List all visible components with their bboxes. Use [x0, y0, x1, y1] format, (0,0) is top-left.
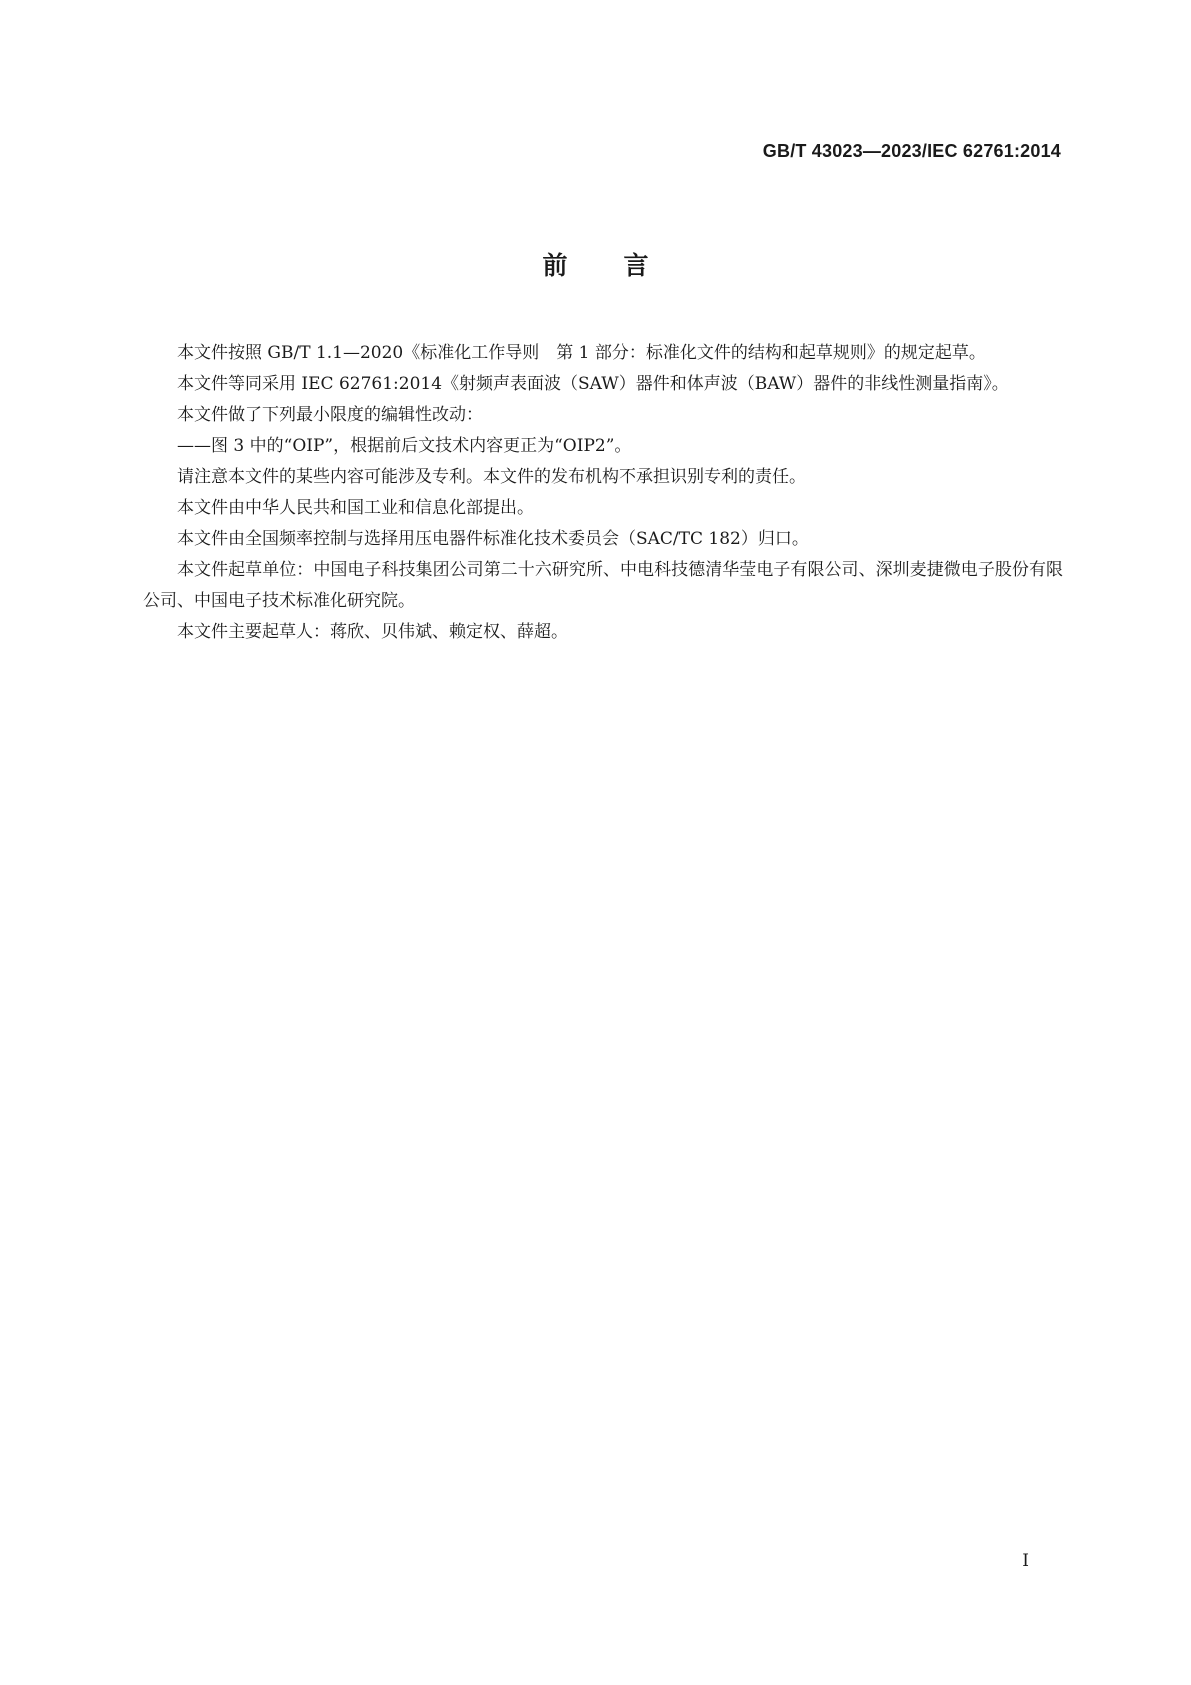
- paragraph-proposer: 本文件由中华人民共和国工业和信息化部提出。: [177, 498, 534, 518]
- paragraph-drafting-organizations: 本文件起草单位：中国电子科技集团公司第二十六研究所、中电科技德清华莹电子有限公司、深圳麦捷微电子股份有限公司、中国电子技术标准化研究院。: [143, 560, 1063, 611]
- standard-code-header: GB/T 43023—2023/IEC 62761:2014: [762, 141, 1061, 161]
- paragraph-drafting-rules: 本文件按照 GB/T 1.1—2020《标准化工作导则 第 1 部分：标准化文件的结构和起草规则》的规定起草。: [177, 343, 986, 363]
- preface-body: [143, 338, 1063, 648]
- paragraph-technical-committee: 本文件由全国频率控制与选择用压电器件标准化技术委员会（SAC/TC 182）归口。: [177, 529, 809, 549]
- paragraph-patent-notice: 请注意本文件的某些内容可能涉及专利。本文件的发布机构不承担识别专利的责任。: [177, 467, 806, 487]
- page-title: 前言: [542, 251, 705, 280]
- page-number: I: [1022, 1551, 1029, 1571]
- paragraph-editorial-change-item: ——图 3 中的“OIP”，根据前后文技术内容更正为“OIP2”。: [177, 436, 632, 456]
- paragraph-editorial-changes-intro: 本文件做了下列最小限度的编辑性改动：: [177, 405, 483, 425]
- paragraph-adoption: 本文件等同采用 IEC 62761:2014《射频声表面波（SAW）器件和体声波（BAW）器件的非线性测量指南》。: [177, 374, 1009, 394]
- paragraph-drafters: 本文件主要起草人：蒋欣、贝伟斌、赖定权、薛超。: [177, 622, 568, 642]
